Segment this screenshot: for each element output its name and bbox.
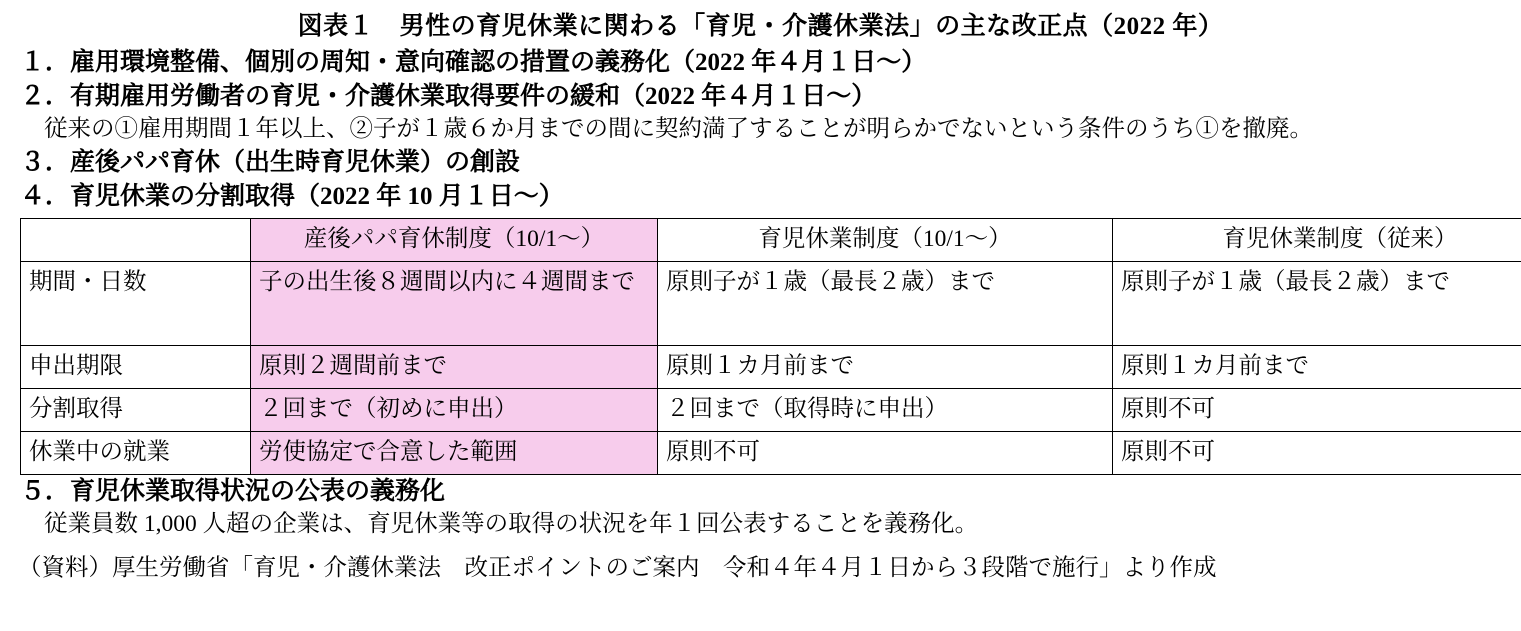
cell-split-postnatal: ２回まで（初めに申出） bbox=[251, 388, 658, 431]
cell-work-new: 原則不可 bbox=[658, 432, 1113, 475]
cell-deadline-new: 原則１カ月前まで bbox=[658, 345, 1113, 388]
row-label-split: 分割取得 bbox=[21, 388, 251, 431]
cell-split-old: 原則不可 bbox=[1113, 388, 1521, 431]
table-row bbox=[21, 432, 1521, 475]
table-header-blank bbox=[21, 218, 251, 261]
table-header-row bbox=[21, 218, 1521, 261]
item-1-heading: １．雇用環境整備、個別の周知・意向確認の措置の義務化（2022 年４月１日～） bbox=[18, 46, 1503, 80]
table-row bbox=[21, 345, 1521, 388]
item-5-heading: ５．育児休業取得状況の公表の義務化 bbox=[18, 475, 1503, 509]
source-note: （資料）厚生労働省「育児・介護休業法 改正ポイントのご案内 令和４年４月１日から３段階で施行」より作成 bbox=[18, 553, 1503, 585]
document-page bbox=[0, 6, 1521, 631]
row-label-period: 期間・日数 bbox=[21, 261, 251, 345]
row-label-work-during-leave: 休業中の就業 bbox=[21, 432, 251, 475]
item-3-heading: ３．産後パパ育休（出生時育児休業）の創設 bbox=[18, 146, 1503, 180]
item-2-note: 従来の①雇用期間１年以上、②子が１歳６か月までの間に契約満了することが明らかでないという条件のうち①を撤廃。 bbox=[18, 114, 1503, 146]
table-row bbox=[21, 261, 1521, 345]
cell-work-old: 原則不可 bbox=[1113, 432, 1521, 475]
table-header-childcare-new: 育児休業制度（10/1～） bbox=[658, 218, 1113, 261]
cell-period-old: 原則子が１歳（最長２歳）まで bbox=[1113, 261, 1521, 345]
table-row bbox=[21, 388, 1521, 431]
table-header-childcare-old: 育児休業制度（従来） bbox=[1113, 218, 1521, 261]
item-2-heading: ２．有期雇用労働者の育児・介護休業取得要件の緩和（2022 年４月１日～） bbox=[18, 80, 1503, 114]
row-label-deadline: 申出期限 bbox=[21, 345, 251, 388]
cell-split-new: ２回まで（取得時に申出） bbox=[658, 388, 1113, 431]
cell-deadline-old: 原則１カ月前まで bbox=[1113, 345, 1521, 388]
item-5-note: 従業員数 1,000 人超の企業は、育児休業等の取得の状況を年１回公表することを義務化。 bbox=[18, 509, 1503, 541]
figure-title: 図表１ 男性の育児休業に関わる「育児・介護休業法」の主な改正点（2022 年） bbox=[18, 6, 1503, 42]
cell-deadline-postnatal: 原則２週間前まで bbox=[251, 345, 658, 388]
cell-work-postnatal: 労使協定で合意した範囲 bbox=[251, 432, 658, 475]
cell-period-postnatal: 子の出生後８週間以内に４週間まで bbox=[251, 261, 658, 345]
comparison-table bbox=[20, 218, 1521, 475]
table-header-postnatal-papa: 産後パパ育休制度（10/1～） bbox=[251, 218, 658, 261]
item-4-heading: ４．育児休業の分割取得（2022 年 10 月１日～） bbox=[18, 180, 1503, 214]
cell-period-new: 原則子が１歳（最長２歳）まで bbox=[658, 261, 1113, 345]
